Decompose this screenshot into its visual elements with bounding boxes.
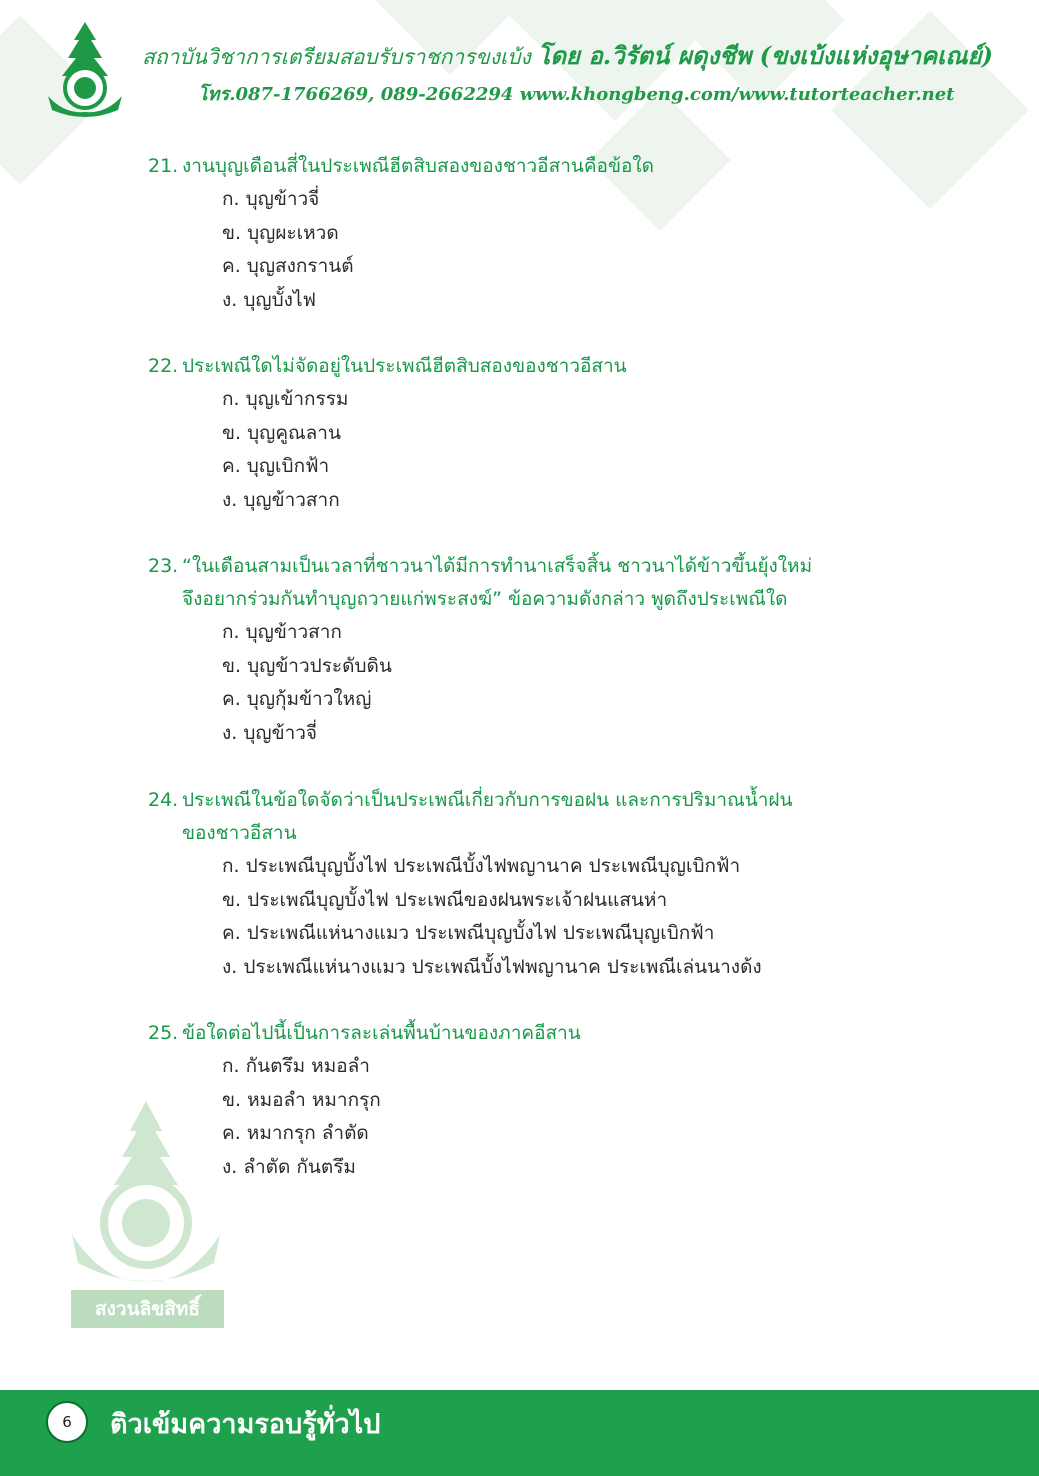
answer-option: ก. ประเพณีบุญบั้งไฟ ประเพณีบั้งไฟพญานาค ประเพณีบุญเบิกฟ้า — [222, 855, 741, 877]
page-number: 6 — [46, 1401, 88, 1443]
answer-option: ง. บุญข้าวสาก — [222, 488, 340, 511]
answer-option: ก. บุญข้าวจี่ — [222, 188, 320, 210]
answer-option: ข. บุญคูณลาน — [222, 421, 341, 444]
question-line-continued: ของชาวอีสาน — [182, 822, 297, 844]
answer-option: ค. บุญเบิกฟ้า — [222, 455, 330, 477]
question-line: ประเพณีใดไม่จัดอยู่ในประเพณีฮีตสิบสองของชาวอีสาน — [182, 355, 627, 377]
answer-option: ง. ประเพณีแห่นางแมว ประเพณีบั้งไฟพญานาค ประเพณีเล่นนางด้ง — [222, 955, 762, 978]
answer-option: ง. บุญบั้งไฟ — [222, 288, 316, 311]
answer-option: ข. ประเพณีบุญบั้งไฟ ประเพณีของฝนพระเจ้าฝนแสนห่า — [222, 888, 668, 911]
question-number: 22. — [148, 355, 179, 377]
question-line: งานบุญเดือนสี่ในประเพณีฮีตสิบสองของชาวอีสานคือข้อใด — [182, 155, 654, 177]
header-institute-name: สถาบันวิชาการเตรียมสอบรับราชการขงเบ้ง — [142, 45, 531, 69]
institute-logo — [44, 18, 126, 118]
question-21 — [148, 150, 908, 317]
question-number: 21. — [148, 155, 179, 177]
watermark-emblem — [66, 1095, 226, 1295]
answer-option: ค. หมากรุก ลำตัด — [222, 1122, 369, 1144]
answer-option: ก. บุญเข้ากรรม — [222, 388, 349, 410]
header-author: โดย อ.วิรัตน์ ผดุงชีพ (ขงเบ้งแห่งอุษาคเณย์) — [537, 41, 993, 70]
question-text — [148, 550, 908, 583]
question-text — [148, 784, 908, 817]
question-number: 24. — [148, 789, 179, 811]
answer-option: ค. บุญสงกรานต์ — [222, 255, 354, 277]
answer-option: ก. บุญข้าวสาก — [222, 621, 342, 643]
question-22 — [148, 350, 908, 517]
answer-option: ค. ประเพณีแห่นางแมว ประเพณีบุญบั้งไฟ ประเพณีบุญเบิกฟ้า — [222, 922, 715, 944]
footer-title: ติวเข้มความรอบรู้ทั่วไป — [110, 1409, 381, 1440]
header-contact: โทร.087-1766269, 089-2662294 www.khongbeng.com/www.tutorteacher.net — [198, 84, 955, 105]
question-text — [148, 1017, 908, 1050]
question-24 — [148, 784, 908, 984]
header-institute-line — [142, 36, 1022, 75]
answer-option: ข. หมอลำ หมากรุก — [222, 1088, 381, 1111]
question-line: ประเพณีในข้อใดจัดว่าเป็นประเพณีเกี่ยวกับการขอฝน และการปริมาณน้ำฝน — [182, 789, 793, 811]
question-number: 25. — [148, 1022, 179, 1044]
answer-option: ง. บุญข้าวจี่ — [222, 721, 318, 744]
answer-option: ก. กันตรึม หมอลำ — [222, 1055, 370, 1077]
question-line: ข้อใดต่อไปนี้เป็นการละเล่นพื้นบ้านของภาคอีสาน — [182, 1022, 581, 1044]
answer-option: ค. บุญกุ้มข้าวใหญ่ — [222, 688, 372, 710]
answer-option: ง. ลำตัด กันตรึม — [222, 1155, 356, 1178]
copyright-label: สงวนลิขสิทธิ์ — [71, 1290, 224, 1328]
question-line-continued: จึงอยากร่วมกันทำบุญถวายแก่พระสงฆ์” ข้อความดังกล่าว พูดถึงประเพณีใด — [182, 588, 788, 610]
answer-option: ข. บุญผะเหวด — [222, 221, 339, 244]
answer-option: ข. บุญข้าวประดับดิน — [222, 654, 392, 677]
question-number: 23. — [148, 555, 179, 577]
question-25 — [148, 1017, 908, 1184]
question-text — [148, 150, 908, 183]
question-23 — [148, 550, 908, 750]
question-line: “ในเดือนสามเป็นเวลาที่ชาวนาได้มีการทำนาเสร็จสิ้น ชาวนาได้ข้าวขึ้นยุ้งใหม่ — [182, 555, 813, 577]
question-text — [148, 350, 908, 383]
